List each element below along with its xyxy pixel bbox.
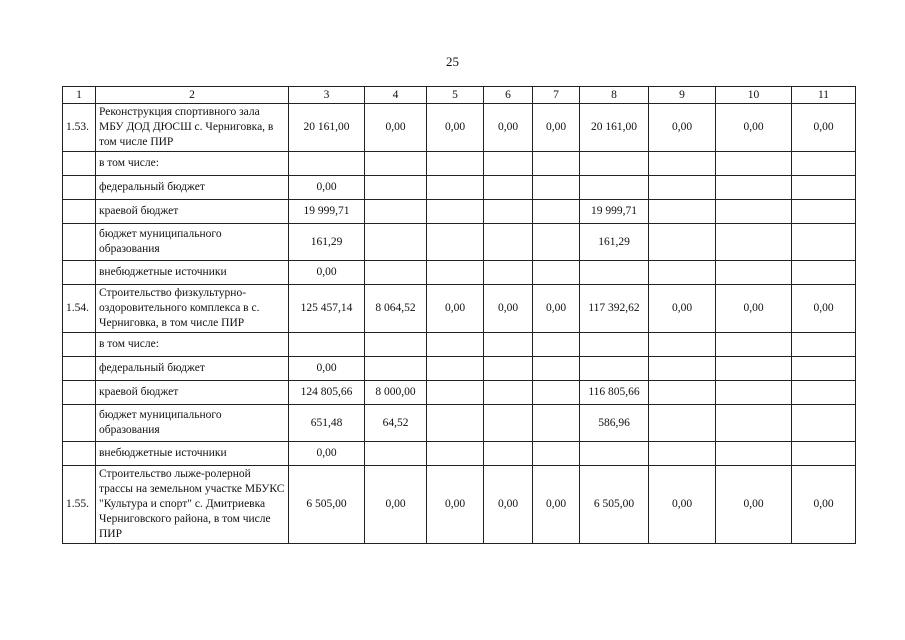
row-code <box>63 442 96 466</box>
cell-col-4 <box>365 333 427 357</box>
cell-col-6: 0,00 <box>484 466 533 544</box>
cell-col-7 <box>533 405 580 442</box>
cell-col-3 <box>289 333 365 357</box>
cell-col-11 <box>792 381 856 405</box>
cell-col-9 <box>649 152 716 176</box>
cell-col-3: 124 805,66 <box>289 381 365 405</box>
cell-col-10 <box>716 333 792 357</box>
table-row-subitem <box>63 176 856 200</box>
table-row-item <box>63 466 856 544</box>
table-row-subitem <box>63 224 856 261</box>
cell-col-4 <box>365 224 427 261</box>
table-header-row <box>63 87 856 104</box>
cell-col-10 <box>716 405 792 442</box>
cell-col-11 <box>792 200 856 224</box>
cell-col-3: 0,00 <box>289 442 365 466</box>
table-row-item <box>63 104 856 152</box>
cell-col-7: 0,00 <box>533 285 580 333</box>
cell-col-10 <box>716 357 792 381</box>
cell-col-11 <box>792 333 856 357</box>
row-code <box>63 200 96 224</box>
table-row-subitem <box>63 405 856 442</box>
cell-col-6 <box>484 357 533 381</box>
row-code <box>63 381 96 405</box>
cell-col-6 <box>484 200 533 224</box>
cell-col-5 <box>427 176 484 200</box>
cell-col-8: 117 392,62 <box>580 285 649 333</box>
column-header-1: 1 <box>63 87 96 104</box>
cell-col-6 <box>484 442 533 466</box>
row-name: федеральный бюджет <box>96 357 289 381</box>
cell-col-9 <box>649 176 716 200</box>
cell-col-7 <box>533 333 580 357</box>
cell-col-5 <box>427 224 484 261</box>
cell-col-10 <box>716 152 792 176</box>
cell-col-11 <box>792 261 856 285</box>
cell-col-8 <box>580 261 649 285</box>
cell-col-8: 586,96 <box>580 405 649 442</box>
cell-col-4: 8 000,00 <box>365 381 427 405</box>
cell-col-7 <box>533 152 580 176</box>
row-code: 1.53. <box>63 104 96 152</box>
cell-col-9 <box>649 261 716 285</box>
row-name: федеральный бюджет <box>96 176 289 200</box>
cell-col-11 <box>792 176 856 200</box>
cell-col-9 <box>649 357 716 381</box>
cell-col-7 <box>533 176 580 200</box>
cell-col-11 <box>792 357 856 381</box>
column-header-8: 8 <box>580 87 649 104</box>
cell-col-5: 0,00 <box>427 285 484 333</box>
row-name: в том числе: <box>96 333 289 357</box>
cell-col-3: 6 505,00 <box>289 466 365 544</box>
table-row-subitem <box>63 442 856 466</box>
cell-col-3: 161,29 <box>289 224 365 261</box>
cell-col-8 <box>580 442 649 466</box>
cell-col-8: 19 999,71 <box>580 200 649 224</box>
column-header-4: 4 <box>365 87 427 104</box>
cell-col-9 <box>649 224 716 261</box>
row-name: Строительство физкультурно-оздоровительного комплекса в с. Черниговка, в том числе ПИР <box>96 285 289 333</box>
column-header-7: 7 <box>533 87 580 104</box>
table-row-subitem <box>63 200 856 224</box>
cell-col-7 <box>533 261 580 285</box>
cell-col-6 <box>484 261 533 285</box>
cell-col-5 <box>427 381 484 405</box>
cell-col-11 <box>792 152 856 176</box>
row-name: Реконструкция спортивного зала МБУ ДОД ДЮСШ с. Черниговка, в том числе ПИР <box>96 104 289 152</box>
row-name: в том числе: <box>96 152 289 176</box>
cell-col-10: 0,00 <box>716 104 792 152</box>
table-row-subitem <box>63 152 856 176</box>
table-row-subitem <box>63 261 856 285</box>
cell-col-8: 20 161,00 <box>580 104 649 152</box>
row-code <box>63 176 96 200</box>
column-header-11: 11 <box>792 87 856 104</box>
row-code <box>63 357 96 381</box>
column-header-3: 3 <box>289 87 365 104</box>
row-name: краевой бюджет <box>96 381 289 405</box>
budget-table <box>62 86 856 544</box>
cell-col-10: 0,00 <box>716 285 792 333</box>
row-code <box>63 152 96 176</box>
row-code: 1.55. <box>63 466 96 544</box>
cell-col-4 <box>365 176 427 200</box>
cell-col-11 <box>792 224 856 261</box>
cell-col-6 <box>484 405 533 442</box>
cell-col-8 <box>580 357 649 381</box>
cell-col-5 <box>427 357 484 381</box>
cell-col-6 <box>484 152 533 176</box>
cell-col-8 <box>580 333 649 357</box>
cell-col-8 <box>580 152 649 176</box>
column-header-6: 6 <box>484 87 533 104</box>
cell-col-6 <box>484 333 533 357</box>
cell-col-6 <box>484 381 533 405</box>
table-row-item <box>63 285 856 333</box>
cell-col-9 <box>649 381 716 405</box>
cell-col-8: 161,29 <box>580 224 649 261</box>
cell-col-11 <box>792 405 856 442</box>
cell-col-8: 6 505,00 <box>580 466 649 544</box>
cell-col-4: 8 064,52 <box>365 285 427 333</box>
cell-col-8 <box>580 176 649 200</box>
cell-col-3: 651,48 <box>289 405 365 442</box>
cell-col-4 <box>365 152 427 176</box>
row-code <box>63 405 96 442</box>
cell-col-7 <box>533 357 580 381</box>
cell-col-10 <box>716 200 792 224</box>
cell-col-11: 0,00 <box>792 466 856 544</box>
cell-col-9: 0,00 <box>649 104 716 152</box>
row-name: бюджет муниципального образования <box>96 405 289 442</box>
cell-col-11 <box>792 442 856 466</box>
cell-col-5 <box>427 333 484 357</box>
cell-col-9: 0,00 <box>649 466 716 544</box>
column-header-9: 9 <box>649 87 716 104</box>
cell-col-10: 0,00 <box>716 466 792 544</box>
cell-col-9 <box>649 442 716 466</box>
column-header-10: 10 <box>716 87 792 104</box>
cell-col-5 <box>427 405 484 442</box>
cell-col-10 <box>716 261 792 285</box>
cell-col-6: 0,00 <box>484 104 533 152</box>
cell-col-5: 0,00 <box>427 466 484 544</box>
cell-col-10 <box>716 381 792 405</box>
cell-col-5 <box>427 261 484 285</box>
row-name: бюджет муниципального образования <box>96 224 289 261</box>
cell-col-9: 0,00 <box>649 285 716 333</box>
cell-col-10 <box>716 176 792 200</box>
cell-col-3: 125 457,14 <box>289 285 365 333</box>
table-row-subitem <box>63 357 856 381</box>
cell-col-5 <box>427 152 484 176</box>
cell-col-7 <box>533 224 580 261</box>
cell-col-5 <box>427 442 484 466</box>
cell-col-7 <box>533 200 580 224</box>
row-name: краевой бюджет <box>96 200 289 224</box>
cell-col-10 <box>716 442 792 466</box>
cell-col-9 <box>649 200 716 224</box>
row-code <box>63 224 96 261</box>
cell-col-7 <box>533 442 580 466</box>
cell-col-3: 19 999,71 <box>289 200 365 224</box>
cell-col-3 <box>289 152 365 176</box>
cell-col-8: 116 805,66 <box>580 381 649 405</box>
page-number: 25 <box>446 54 459 69</box>
cell-col-4 <box>365 261 427 285</box>
row-code: 1.54. <box>63 285 96 333</box>
row-name: внебюджетные источники <box>96 442 289 466</box>
cell-col-5: 0,00 <box>427 104 484 152</box>
cell-col-3: 20 161,00 <box>289 104 365 152</box>
column-header-2: 2 <box>96 87 289 104</box>
cell-col-9 <box>649 405 716 442</box>
cell-col-4: 64,52 <box>365 405 427 442</box>
cell-col-10 <box>716 224 792 261</box>
table-row-subitem <box>63 381 856 405</box>
cell-col-3: 0,00 <box>289 176 365 200</box>
cell-col-7: 0,00 <box>533 466 580 544</box>
row-name: Строительство лыже-ролерной трассы на земельном участке МБУКС "Культура и спорт" с. Дмитриевка Черниговского района, в том числе ПИР <box>96 466 289 544</box>
cell-col-6: 0,00 <box>484 285 533 333</box>
row-code <box>63 333 96 357</box>
table-row-subitem <box>63 333 856 357</box>
cell-col-4 <box>365 442 427 466</box>
cell-col-3: 0,00 <box>289 261 365 285</box>
row-name: внебюджетные источники <box>96 261 289 285</box>
column-header-5: 5 <box>427 87 484 104</box>
cell-col-11: 0,00 <box>792 104 856 152</box>
cell-col-6 <box>484 176 533 200</box>
table-body <box>63 104 856 544</box>
row-code <box>63 261 96 285</box>
cell-col-7: 0,00 <box>533 104 580 152</box>
cell-col-6 <box>484 224 533 261</box>
cell-col-7 <box>533 381 580 405</box>
cell-col-9 <box>649 333 716 357</box>
cell-col-4: 0,00 <box>365 466 427 544</box>
cell-col-4 <box>365 200 427 224</box>
cell-col-4 <box>365 357 427 381</box>
cell-col-11: 0,00 <box>792 285 856 333</box>
cell-col-5 <box>427 200 484 224</box>
cell-col-3: 0,00 <box>289 357 365 381</box>
cell-col-4: 0,00 <box>365 104 427 152</box>
